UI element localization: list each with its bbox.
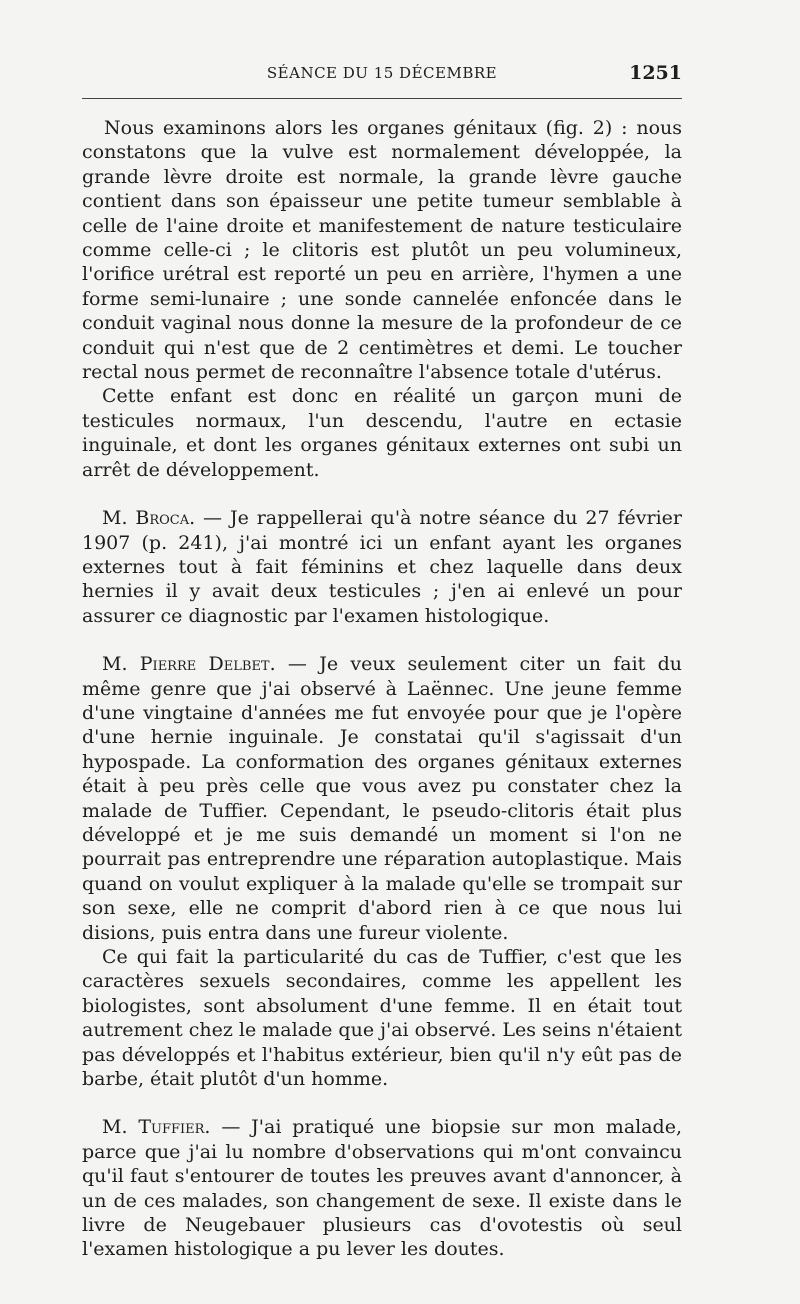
paragraph-delbet-2: Ce qui fait la particularité du cas de Tuffier, c'est que les caractères sexuels secondaires, comme les appellent les biologistes, sont absolument d'une femme. Il en était tout autrement chez le malade que j'ai observé. Les seins n'étaient pas développés et l'habitus extérieur, bien qu'il n'y eût pas de barbe, était plutôt d'un homme.: [82, 946, 683, 1091]
speaker-delbet: M. Pierre Delbet.: [102, 653, 276, 676]
page-number: 1251: [629, 62, 682, 84]
broca-remark: — Je rappellerai qu'à notre séance du 27 février 1907 (p. 241), j'ai montré ici un enfant ayant les organes externes tout à fait féminins et chez laquelle dans deux hernies il y avait deux testicules ; j'en ai enlevé un pour assurer ce diagnostic par l'examen histologique.: [82, 507, 682, 627]
speaker-tuffier: M. Tuffier.: [102, 1116, 211, 1139]
body-text: [82, 116, 682, 1262]
tuffier-remark: — J'ai pratiqué une biopsie sur mon malade, parce que j'ai lu nombre d'observations qui m'ont convaincu qu'il faut s'entourer de toutes les preuves avant d'annoncer, à un de ces malades, son changement de sexe. Il existe dans le livre de Neugebauer plusieurs cas d'ovotestis où seul l'examen histologique a pu lever les doutes.: [82, 1116, 683, 1261]
delbet-remark: — Je veux seulement citer un fait du même genre que j'ai observé à Laënnec. Une jeune femme d'une vingtaine d'années me fut envoyée pour que je l'opère d'une hernie inguinale. Je constatai qu'il s'agissait d'un hypospade. La conformation des organes génitaux externes était à peu près celle que vous avez pu constater chez la malade de Tuffier. Cependant, le pseudo-clitoris était plus développé et je me suis demandé un moment si l'on ne pourrait pas entreprendre une réparation autoplastique. Mais quand on voulut expliquer à la malade qu'elle se trompait sur son sexe, elle ne comprit d'abord rien à ce que nous lui disions, puis entra dans une fureur violente.: [82, 653, 682, 944]
running-title: SÉANCE DU 15 DÉCEMBRE: [266, 64, 498, 82]
header-rule: [82, 98, 682, 99]
speaker-broca: M. Broca.: [102, 507, 196, 530]
paragraph-exam: Nous examinons alors les organes génitaux (fig. 2) : nous constatons que la vulve est normalement développée, la grande lèvre droite est normale, la grande lèvre gauche contient dans son épaisseur une petite tumeur semblable à celle de l'aine droite et manifestement de nature testiculaire comme celle-ci ; le clitoris est plutôt un peu volumineux, l'orifice urétral est reporté un peu en arrière, l'hymen a une forme semi-lunaire ; une sonde cannelée enfoncée dans le conduit vaginal nous donne la mesure de la profondeur de ce conduit qui n'est que de 2 centimètres et demi. Le toucher rectal nous permet de reconnaître l'absence totale d'utérus.: [82, 117, 682, 384]
paragraph-delbet: [82, 652, 682, 945]
page-header: [82, 62, 682, 86]
paragraph-tuffier: [82, 1115, 682, 1261]
paragraph-broca: [82, 506, 682, 628]
paragraph-conclusion: Cette enfant est donc en réalité un garçon muni de testicules normaux, l'un descendu, l'autre en ectasie inguinale, et dont les organes génitaux externes ont subi un arrêt de développement.: [82, 385, 682, 481]
